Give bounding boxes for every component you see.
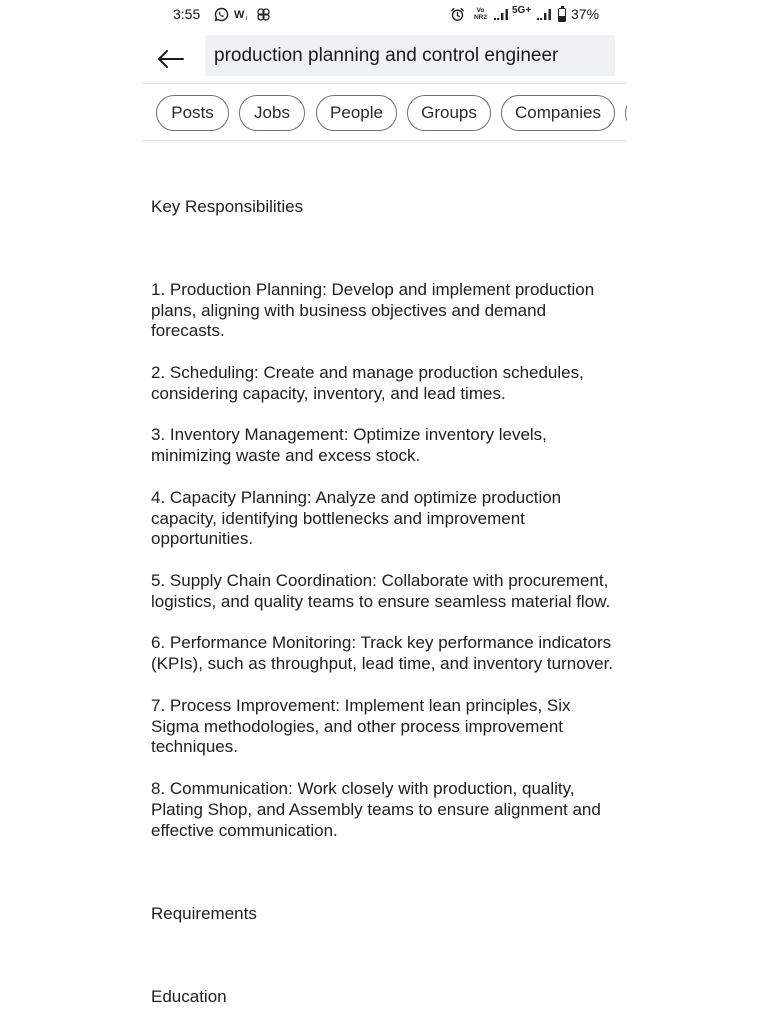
search-bar	[205, 35, 615, 76]
responsibilities-list	[151, 280, 621, 842]
responsibility-item	[151, 363, 621, 405]
wi-notification-icon	[234, 7, 251, 21]
key-responsibilities-heading: Key Responsibilities	[151, 196, 304, 216]
filter-chip-companies[interactable]	[501, 95, 615, 131]
app-notification-icon	[256, 7, 271, 22]
chip-label: People	[330, 103, 383, 122]
filter-chip-groups[interactable]	[407, 95, 491, 131]
filter-chip-posts[interactable]	[156, 95, 229, 131]
responsibility-item	[151, 779, 621, 841]
divider	[142, 83, 627, 84]
text-line: minimizing waste and excess stock.	[151, 446, 421, 466]
chip-label: Groups	[421, 103, 477, 122]
text-line: Sigma methodologies, and other process improvement	[151, 716, 563, 736]
chip-label: Companies	[515, 103, 601, 122]
volte-indicator	[472, 7, 489, 22]
text-line: 1. Production Planning: Develop and implement production	[151, 279, 595, 299]
responsibility-item	[151, 571, 621, 613]
alarm-icon	[450, 7, 465, 22]
text-line: 7. Process Improvement: Implement lean principles, Six	[151, 695, 571, 715]
post-body	[151, 197, 621, 1008]
education-heading: Education	[151, 986, 227, 1006]
battery-fill	[559, 16, 565, 20]
text-line: (KPIs), such as throughput, lead time, and inventory turnover.	[151, 654, 614, 674]
phone-screen	[142, 0, 627, 1024]
filter-chip-people[interactable]	[316, 95, 397, 131]
back-button[interactable]	[157, 49, 185, 69]
filter-chip-more[interactable]	[625, 95, 627, 131]
text-line: opportunities.	[151, 529, 254, 549]
status-time: 3:55	[173, 6, 201, 22]
responsibility-item	[151, 425, 621, 467]
text-line: Plating Shop, and Assembly teams to ensure alignment and	[151, 799, 601, 819]
battery-percent: 37%	[571, 6, 600, 22]
text-line: logistics, and quality teams to ensure seamless material flow.	[151, 591, 611, 611]
text-line: 8. Communication: Work closely with production, quality,	[151, 778, 575, 798]
text-line: techniques.	[151, 737, 238, 757]
svg-text:W: W	[234, 9, 245, 21]
text-line: 3. Inventory Management: Optimize inventory levels,	[151, 425, 547, 445]
text-line: effective communication.	[151, 820, 338, 840]
responsibility-item	[151, 633, 621, 675]
responsibility-item	[151, 696, 621, 758]
requirements-heading: Requirements	[151, 903, 257, 923]
status-bar	[142, 0, 627, 28]
text-line: forecasts.	[151, 321, 225, 341]
whatsapp-icon	[214, 7, 229, 22]
battery-icon	[558, 6, 566, 22]
search-input[interactable]	[214, 35, 610, 76]
svg-text:i: i	[245, 15, 248, 21]
volte-label-top: Vo	[476, 7, 485, 14]
text-line: plans, aligning with business objectives and demand	[151, 300, 547, 320]
responsibility-item	[151, 280, 621, 342]
chip-label: Jobs	[254, 103, 290, 122]
text-line: 2. Scheduling: Create and manage production schedules,	[151, 362, 584, 382]
text-line: considering capacity, inventory, and lead times.	[151, 383, 506, 403]
signal-icon	[494, 8, 510, 20]
search-filter-bar	[156, 95, 627, 132]
arrow-left-icon	[157, 49, 185, 69]
volte-label-bottom: NR2	[473, 14, 487, 21]
text-line: 6. Performance Monitoring: Track key performance indicators	[151, 633, 612, 653]
divider	[142, 140, 627, 141]
network-type: 5G+	[512, 5, 532, 16]
filter-chip-jobs[interactable]	[239, 95, 305, 131]
chip-label: Posts	[171, 103, 214, 122]
text-line: 5. Supply Chain Coordination: Collaborate with procurement,	[151, 570, 609, 590]
responsibility-item	[151, 488, 621, 550]
text-line: capacity, identifying bottlenecks and improvement	[151, 508, 525, 528]
text-line: 4. Capacity Planning: Analyze and optimize production	[151, 487, 562, 507]
signal-icon	[537, 8, 553, 20]
